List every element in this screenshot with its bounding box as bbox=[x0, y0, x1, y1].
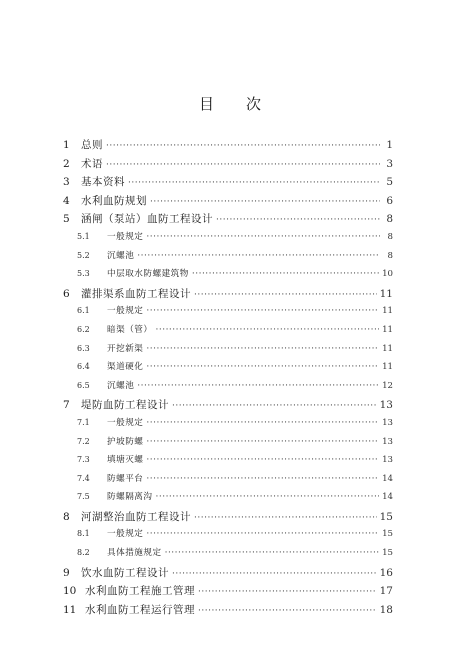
toc-entry-title: 术语 bbox=[81, 157, 103, 170]
toc-chapter-entry[interactable] bbox=[63, 583, 393, 602]
toc-entry-number: 6 bbox=[63, 287, 70, 300]
toc-entry-page-number: 15 bbox=[382, 529, 393, 540]
toc-dot-leader bbox=[172, 401, 377, 411]
toc-section-entry[interactable] bbox=[63, 435, 393, 454]
toc-entry-number: 4 bbox=[63, 194, 70, 207]
toc-entry-number: 1 bbox=[63, 139, 70, 151]
toc-entry-page-number: 16 bbox=[379, 566, 393, 579]
toc-entry-page-number: 8 bbox=[387, 231, 393, 242]
toc-section-entry[interactable] bbox=[63, 416, 393, 435]
toc-entry-title: 渠道硬化 bbox=[107, 362, 144, 373]
toc-entry-title: 水利血防工程施工管理 bbox=[85, 585, 195, 598]
toc-dot-leader bbox=[146, 474, 379, 484]
toc-entry-page-number: 6 bbox=[386, 194, 393, 207]
toc-dot-leader bbox=[194, 513, 377, 523]
toc-section-entry[interactable] bbox=[63, 490, 393, 509]
toc-section-entry[interactable] bbox=[63, 304, 393, 323]
toc-dot-leader bbox=[137, 251, 380, 261]
toc-dot-leader bbox=[106, 160, 380, 170]
toc-section-entry[interactable] bbox=[63, 453, 393, 472]
toc-entry-title: 涵闸（泵站）血防工程设计 bbox=[81, 213, 213, 226]
toc-entry-page-number: 3 bbox=[386, 157, 393, 170]
toc-entry-page-number: 18 bbox=[379, 603, 393, 616]
toc-dot-leader bbox=[137, 381, 379, 391]
toc-chapter-entry[interactable] bbox=[63, 509, 393, 528]
toc-entry-number: 6.1 bbox=[77, 306, 90, 316]
toc-dot-leader bbox=[165, 548, 379, 558]
toc-dot-leader bbox=[146, 362, 379, 372]
toc-entry-page-number: 1 bbox=[386, 139, 393, 151]
toc-entry-number: 6.2 bbox=[77, 324, 90, 334]
toc-chapter-entry[interactable] bbox=[63, 211, 393, 230]
toc-section-entry[interactable] bbox=[63, 379, 393, 398]
toc-entry-title: 水利血防规划 bbox=[81, 194, 147, 207]
toc-entry-title: 一般规定 bbox=[107, 231, 144, 242]
toc-dot-leader bbox=[192, 269, 379, 279]
toc-dot-leader bbox=[106, 141, 380, 151]
toc-entry-page-number: 15 bbox=[382, 548, 393, 559]
toc-entry-title: 水利血防工程运行管理 bbox=[85, 603, 195, 616]
toc-section-entry[interactable] bbox=[63, 527, 393, 546]
toc-entry-title: 具体措施规定 bbox=[107, 548, 162, 559]
toc-dot-leader bbox=[146, 455, 379, 465]
toc-entry-title: 河湖整治血防工程设计 bbox=[81, 510, 191, 523]
toc-entry-number: 3 bbox=[63, 176, 70, 189]
toc-entry-title: 护坡防螺 bbox=[107, 436, 144, 447]
toc-entry-title: 中层取水防螺建筑物 bbox=[107, 269, 189, 280]
toc-section-entry[interactable] bbox=[63, 267, 393, 286]
page-title bbox=[0, 93, 460, 114]
toc-entry-page-number: 11 bbox=[382, 306, 393, 317]
toc-entry-title: 堤防血防工程设计 bbox=[81, 399, 169, 412]
toc-section-entry[interactable] bbox=[63, 472, 393, 491]
toc-entry-page-number: 11 bbox=[382, 343, 393, 354]
toc-section-entry[interactable] bbox=[63, 249, 393, 268]
toc-entry-title: 防螺隔离沟 bbox=[107, 492, 153, 503]
toc-entry-number: 7.3 bbox=[77, 455, 90, 465]
toc-entry-page-number: 13 bbox=[382, 455, 393, 466]
toc-entry-number: 10 bbox=[63, 585, 77, 598]
toc-dot-leader bbox=[128, 178, 380, 188]
toc-chapter-entry[interactable] bbox=[63, 137, 393, 156]
toc-entry-number: 9 bbox=[63, 566, 70, 579]
toc-entry-page-number: 13 bbox=[379, 399, 393, 412]
toc-entry-number: 6.5 bbox=[77, 380, 90, 390]
toc-entry-number: 2 bbox=[63, 157, 70, 170]
toc-entry-number: 7.2 bbox=[77, 436, 90, 446]
toc-chapter-entry[interactable] bbox=[63, 156, 393, 175]
toc-entry-page-number: 10 bbox=[382, 269, 393, 280]
toc-entry-number: 6.3 bbox=[77, 343, 90, 353]
toc-entry-number: 11 bbox=[63, 603, 77, 616]
toc-chapter-entry[interactable] bbox=[63, 565, 393, 584]
toc-entry-title: 沉螺池 bbox=[107, 380, 135, 391]
toc-entry-title: 灌排渠系血防工程设计 bbox=[81, 287, 191, 300]
title-char-2: 次 bbox=[246, 95, 262, 113]
toc-entry-page-number: 8 bbox=[386, 213, 393, 226]
toc-entry-title: 一般规定 bbox=[107, 417, 144, 428]
toc-entry-page-number: 8 bbox=[387, 250, 393, 261]
toc-dot-leader bbox=[194, 290, 377, 300]
toc-entry-title: 总则 bbox=[81, 139, 103, 151]
table-of-contents bbox=[63, 137, 393, 620]
toc-entry-number: 6.4 bbox=[77, 362, 90, 372]
toc-entry-title: 基本资料 bbox=[81, 176, 125, 189]
toc-section-entry[interactable] bbox=[63, 360, 393, 379]
toc-section-entry[interactable] bbox=[63, 546, 393, 565]
toc-entry-page-number: 12 bbox=[382, 380, 393, 391]
toc-chapter-entry[interactable] bbox=[63, 397, 393, 416]
toc-entry-page-number: 14 bbox=[382, 492, 393, 503]
toc-entry-number: 7.5 bbox=[77, 492, 90, 502]
toc-entry-number: 5 bbox=[63, 213, 70, 226]
toc-dot-leader bbox=[150, 197, 380, 207]
toc-dot-leader bbox=[198, 587, 377, 597]
toc-entry-page-number: 11 bbox=[379, 287, 393, 300]
toc-chapter-entry[interactable] bbox=[63, 193, 393, 212]
toc-section-entry[interactable] bbox=[63, 342, 393, 361]
toc-dot-leader bbox=[155, 492, 379, 502]
toc-dot-leader bbox=[146, 437, 379, 447]
toc-section-entry[interactable] bbox=[63, 323, 393, 342]
toc-entry-page-number: 13 bbox=[382, 436, 393, 447]
toc-dot-leader bbox=[146, 418, 379, 428]
toc-entry-title: 一般规定 bbox=[107, 306, 144, 317]
toc-dot-leader bbox=[146, 232, 380, 242]
toc-entry-number: 7 bbox=[63, 399, 70, 412]
toc-entry-number: 8.2 bbox=[77, 548, 90, 558]
toc-entry-page-number: 14 bbox=[382, 473, 393, 484]
toc-entry-page-number: 5 bbox=[386, 176, 393, 189]
toc-entry-page-number: 13 bbox=[382, 417, 393, 428]
toc-dot-leader bbox=[216, 215, 380, 225]
toc-entry-number: 5.1 bbox=[77, 231, 90, 241]
toc-entry-number: 7.1 bbox=[77, 417, 90, 427]
toc-entry-title: 开挖新渠 bbox=[107, 343, 144, 354]
toc-dot-leader bbox=[172, 569, 377, 579]
toc-entry-page-number: 15 bbox=[379, 510, 393, 523]
toc-entry-number: 7.4 bbox=[77, 473, 90, 483]
toc-section-entry[interactable] bbox=[63, 230, 393, 249]
toc-dot-leader bbox=[146, 529, 379, 539]
toc-chapter-entry[interactable] bbox=[63, 286, 393, 305]
toc-chapter-entry[interactable] bbox=[63, 602, 393, 621]
toc-entry-title: 饮水血防工程设计 bbox=[81, 566, 169, 579]
title-char-1: 目 bbox=[198, 95, 214, 113]
toc-entry-title: 一般规定 bbox=[107, 529, 144, 540]
toc-entry-page-number: 11 bbox=[382, 362, 393, 373]
toc-entry-number: 5.3 bbox=[77, 269, 90, 279]
toc-chapter-entry[interactable] bbox=[63, 174, 393, 193]
toc-dot-leader bbox=[155, 325, 379, 335]
toc-entry-page-number: 11 bbox=[382, 324, 393, 335]
toc-dot-leader bbox=[146, 306, 379, 316]
toc-entry-number: 8.1 bbox=[77, 529, 90, 539]
toc-entry-title: 填塘灭螺 bbox=[107, 455, 144, 466]
toc-entry-page-number: 17 bbox=[379, 585, 393, 598]
toc-dot-leader bbox=[198, 606, 377, 616]
toc-entry-number: 8 bbox=[63, 510, 70, 523]
toc-dot-leader bbox=[146, 344, 379, 354]
toc-entry-title: 沉螺池 bbox=[107, 250, 135, 261]
toc-entry-title: 暗渠（管） bbox=[107, 324, 153, 335]
toc-entry-number: 5.2 bbox=[77, 250, 90, 260]
toc-entry-title: 防螺平台 bbox=[107, 473, 144, 484]
